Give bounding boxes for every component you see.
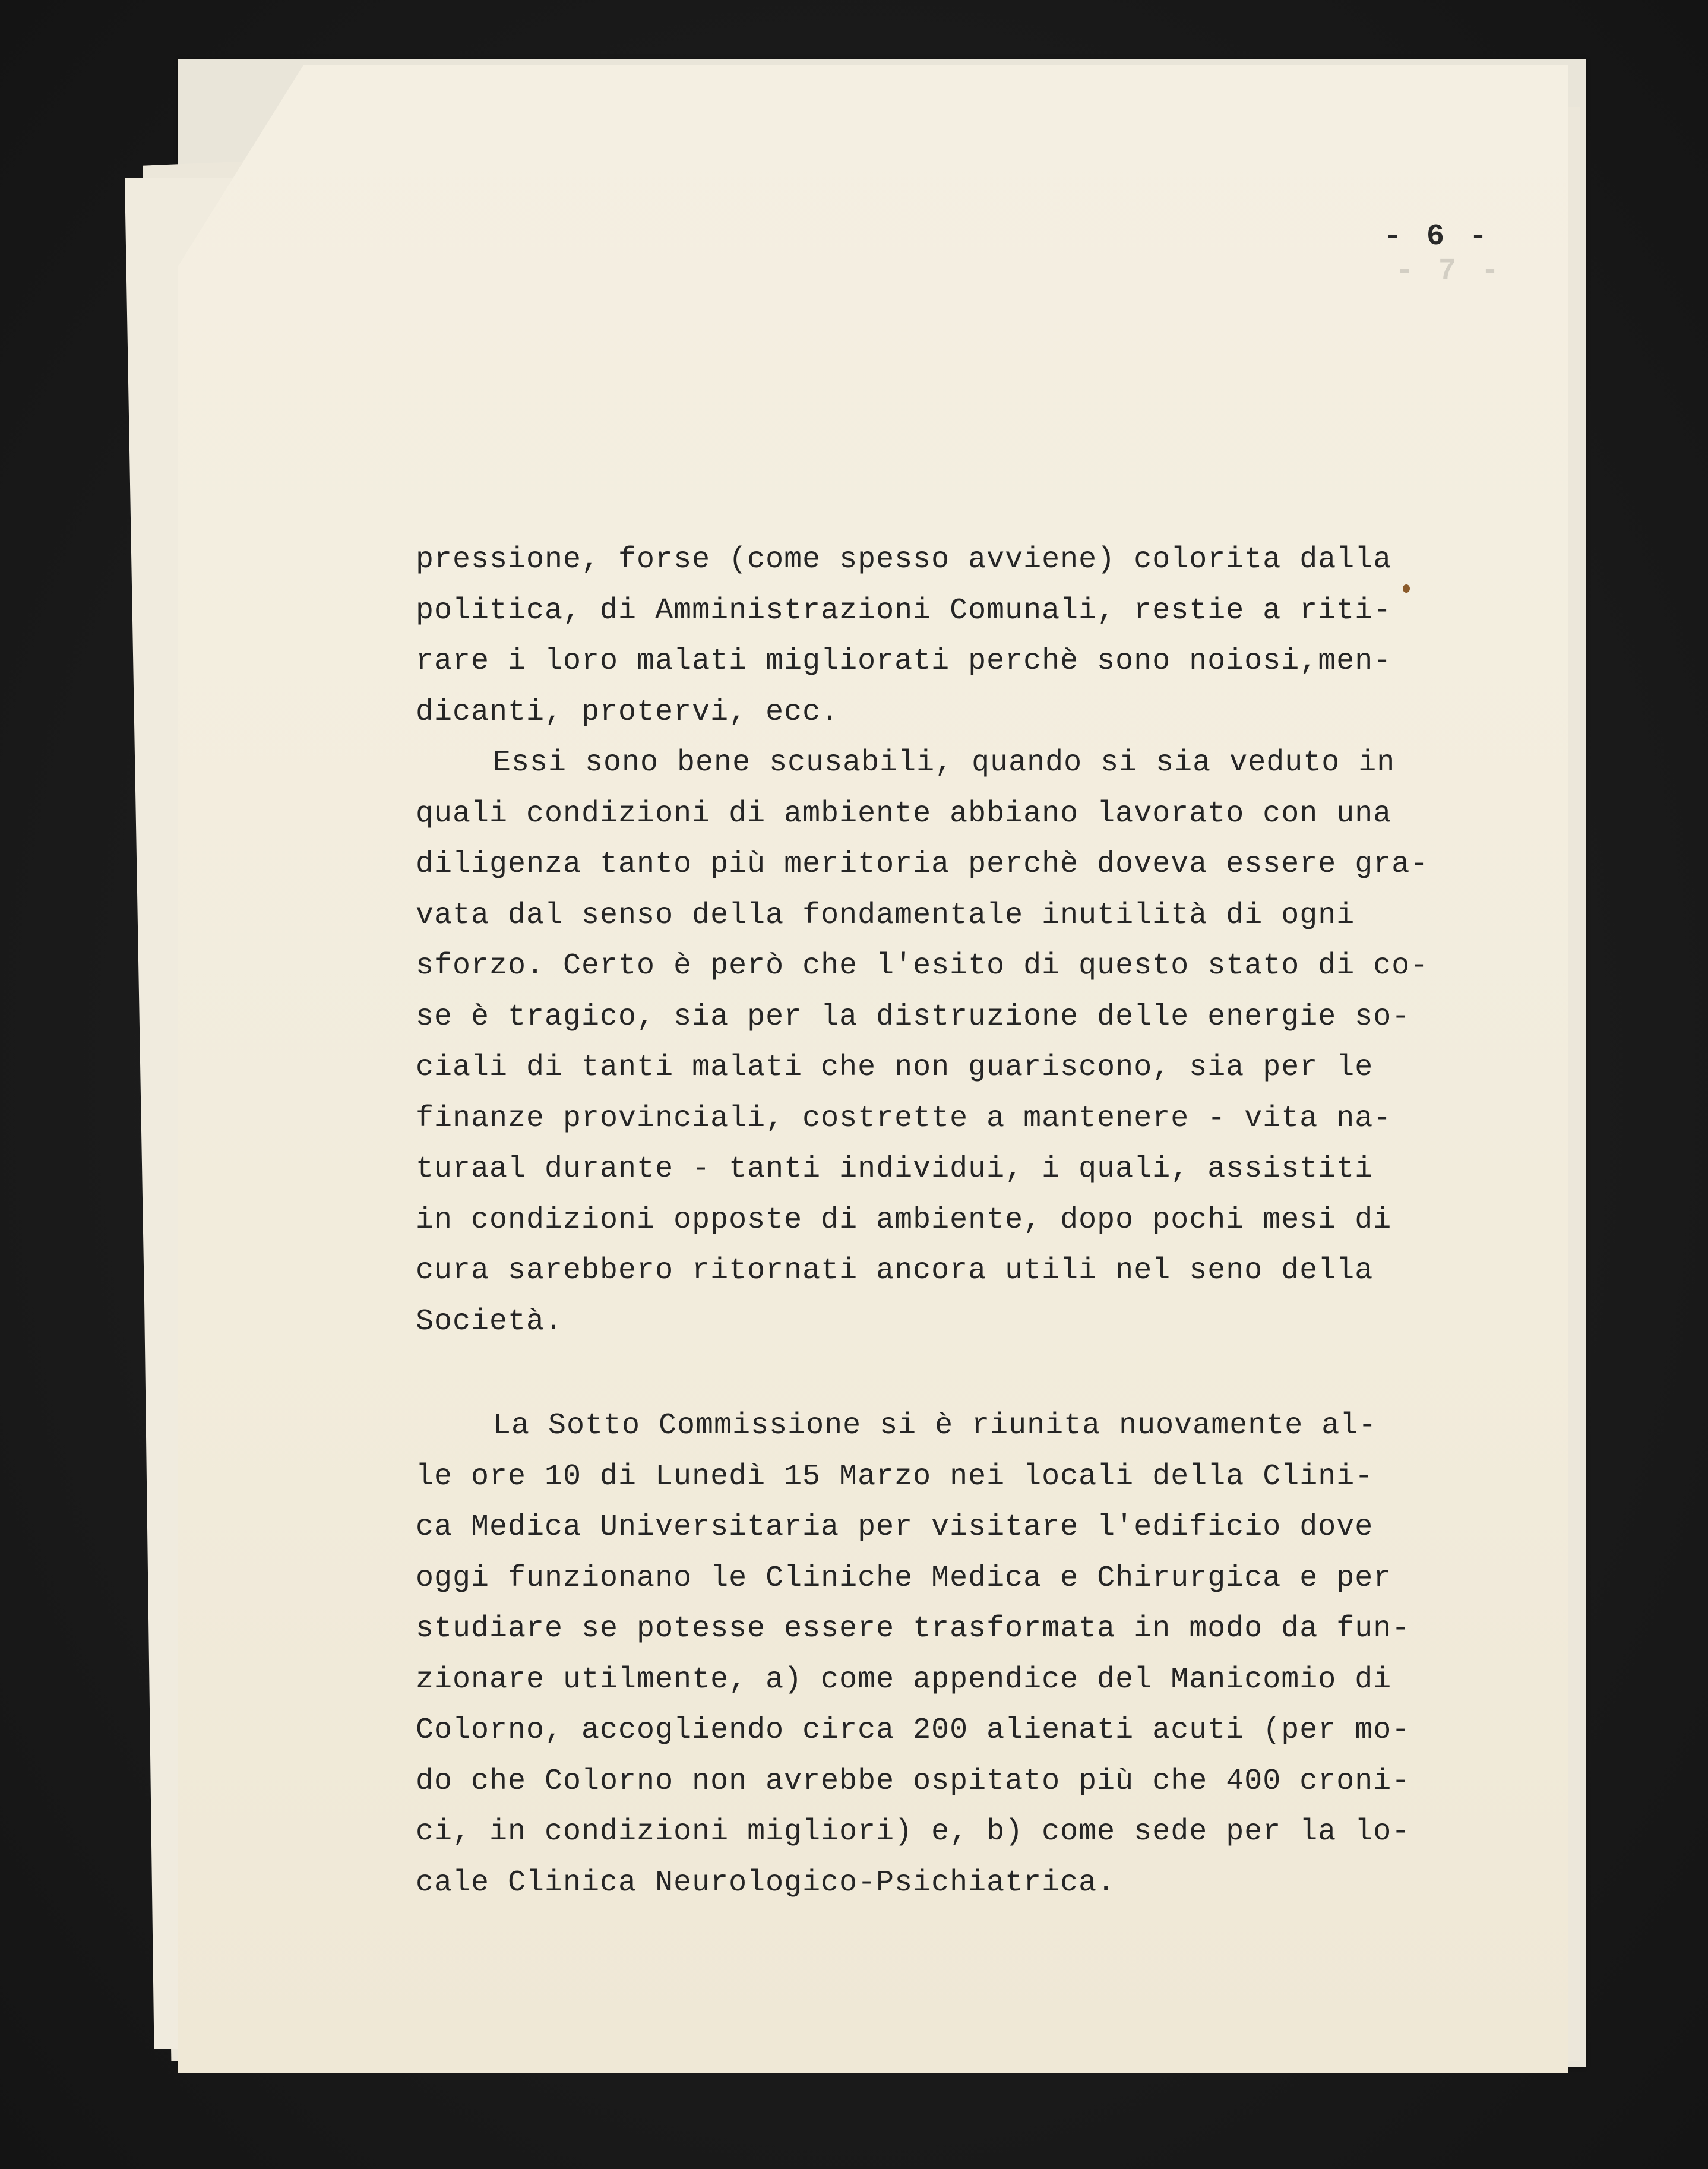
text-line: pressione, forse (come spesso avviene) colorita dalla [416, 543, 1392, 577]
bleed-through-page-number: - 7 - [1396, 254, 1503, 288]
text-line: le ore 10 di Lunedì 15 Marzo nei locali della Clini- [416, 1459, 1374, 1494]
text-line: politica, di Amministrazioni Comunali, restie a riti- [416, 593, 1392, 628]
text-line: oggi funzionano le Cliniche Medica e Chirurgica e per [416, 1561, 1392, 1595]
text-line: ci, in condizioni migliori) e, b) come sede per la lo- [416, 1815, 1410, 1849]
text-line: do che Colorno non avrebbe ospitato più che 400 croni- [416, 1764, 1410, 1798]
text-line: turaal durante - tanti individui, i quali, assistiti [416, 1152, 1374, 1186]
text-line: finanze provinciali, costrette a mantenere - vita na- [416, 1101, 1392, 1136]
text-line: sforzo. Certo è però che l'esito di questo stato di co- [416, 949, 1429, 983]
text-line: cura sarebbero ritornati ancora utili nel seno della [416, 1254, 1374, 1288]
text-line: dicanti, protervi, ecc. [416, 695, 840, 729]
paragraph-1 [416, 535, 1413, 738]
text-line: quali condizioni di ambiente abbiano lavorato con una [416, 796, 1392, 831]
text-line: vata dal senso della fondamentale inutilità di ogni [416, 898, 1355, 932]
paragraph-3 [416, 1400, 1413, 1908]
text-line: La Sotto Commissione si è riunita nuovamente al- [493, 1409, 1377, 1443]
text-line: zionare utilmente, a) come appendice del Manicomio di [416, 1662, 1392, 1697]
text-line: Colorno, accogliendo circa 200 alienati acuti (per mo- [416, 1713, 1410, 1747]
text-line: studiare se potesse essere trasformata in modo da fun- [416, 1612, 1410, 1646]
text-line: ciali di tanti malati che non guariscono, sia per le [416, 1051, 1374, 1084]
paragraph-spacer [416, 1347, 1413, 1400]
text-line: diligenza tanto più meritoria perchè doveva essere gra- [416, 848, 1429, 881]
text-line: rare i loro malati migliorati perchè sono noiosi,men- [416, 644, 1392, 678]
text-line: Società. [416, 1304, 564, 1339]
text-line: Essi sono bene scusabili, quando si sia veduto in [493, 746, 1396, 780]
text-line: cale Clinica Neurologico-Psichiatrica. [416, 1866, 1116, 1900]
text-line: in condizioni opposte di ambiente, dopo pochi mesi di [416, 1203, 1392, 1237]
text-line: ca Medica Universitaria per visitare l'edificio dove [416, 1510, 1374, 1544]
paragraph-2 [416, 738, 1429, 1347]
text-line: se è tragico, sia per la distruzione delle energie so- [416, 1000, 1410, 1034]
document-body [416, 535, 1429, 1908]
page-number: - 6 - [1384, 220, 1491, 254]
